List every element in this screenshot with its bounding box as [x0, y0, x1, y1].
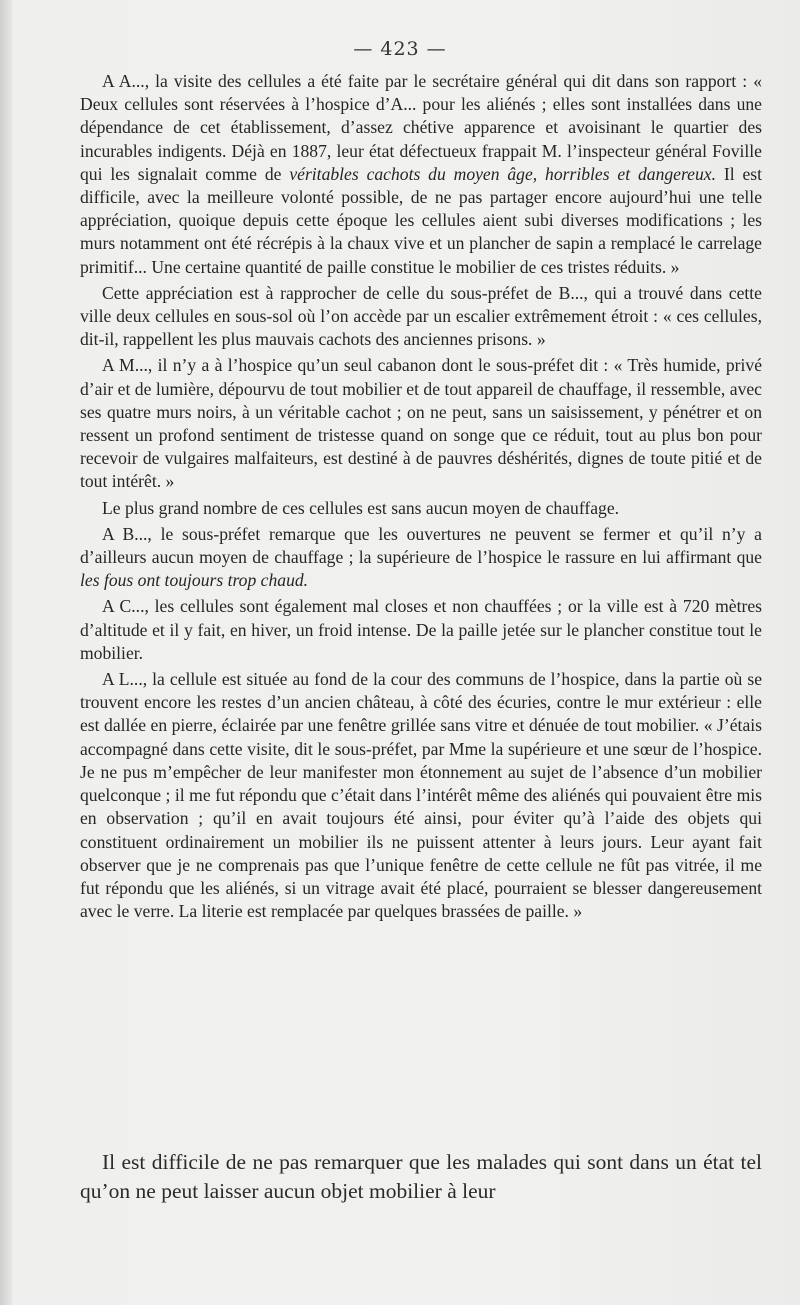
paragraph	[80, 70, 762, 279]
paragraph	[80, 595, 762, 665]
italic-quote: véritables cachots du moyen âge, horribles et dangereux.	[289, 163, 716, 184]
closing-text: Il est difficile de ne pas remarquer que les malades qui sont dans un état tel qu’on ne peut laisser aucun objet mobilier à leur	[80, 1150, 762, 1203]
page-number: — 423 —	[353, 38, 447, 60]
paragraph	[80, 354, 762, 493]
text-segment: A B..., le sous-préfet remarque que les ouvertures ne peuvent se fermer et qu’il n’y a d’ailleurs aucun moyen de chauffage ; la supérieure de l’hospice le rassure en lui affirmant que	[80, 523, 762, 568]
text-segment: Il est difficile, avec la meilleure volonté possible, de ne pas partager encore aujourd’hui une telle appréciation, quoique depuis cette époque les cellules aient subi diverses modifications ; les murs notamment ont été récrépis à la chaux vive et un plancher de sapin a remplacé le carrelage primitif... Une certaine quantité de paille constitue le mobilier de ces tristes réduits. »	[80, 163, 762, 277]
italic-quote: les fous ont toujours trop chaud.	[80, 570, 309, 591]
text-segment: A C..., les cellules sont également mal closes et non chauffées ; or la ville est à 720 mètres d’altitude et il y fait, en hiver, un froid intense. De la paille jetée sur le plancher constitue tout le mobilier.	[80, 596, 762, 663]
page-edge-shadow	[0, 0, 12, 1305]
closing-paragraph	[80, 1148, 762, 1206]
paragraph	[80, 282, 762, 352]
paragraph	[80, 497, 762, 520]
text-segment: Le plus grand nombre de ces cellules est sans aucun moyen de chauffage.	[102, 497, 620, 518]
text-segment: Cette appréciation est à rapprocher de celle du sous-préfet de B..., qui a trouvé dans cette ville deux cellules en sous-sol où l’on accède par un escalier extrêmement étroit : « ces cellules, dit-il, rappellent les plus mauvais cachots des anciennes prisons. »	[80, 282, 762, 350]
paragraph	[80, 668, 762, 923]
paragraph	[80, 523, 762, 593]
text-segment: A L..., la cellule est située au fond de la cour des communs de l’hospice, dans la partie où se trouvent encore les restes d’un ancien château, à côté des écuries, contre le mur extérieur : elle est dallée en pierre, éclairée par une fenêtre grillée sans vitre et dénuée de tout mobilier. « J’étais accompagné dans cette visite, dit le sous-préfet, par Mme la supérieure et une sœur de l’hospice. Je ne pus m’empêcher de leur manifester mon étonnement au sujet de l’absence d’un mobilier quelconque ; il me fut répondu que c’était dans l’intérêt même des aliénés qui pouvaient être mis en observation ; qu’il en avait toujours été ainsi, pour éviter qu’à l’aide des objets qui constituent ordinairement un mobilier ils ne puissent attenter à leurs jours. Leur ayant fait observer que je ne comprenais pas que l’unique fenêtre de cette cellule ne fût pas vitrée, il me fut répondu que les aliénés, si un vitrage avait été placé, pourraient se blesser dangereusement avec le verre. La literie est remplacée par quelques brassées de paille. »	[80, 669, 762, 922]
text-segment: A A..., la visite des cellules a été faite par le secrétaire général qui dit dans son rapport : « Deux cellules sont réservées à l’hospice d’A... pour les aliénés ; elles sont installées dans une dépendance de cet établissement, d’assez chétive apparence et avoisinant le quartier des incurables indigents. Déjà en 1887, leur état défectueux frappait M. l’inspecteur général Foville qui les signalait comme de	[80, 71, 762, 184]
body-text	[80, 70, 762, 926]
text-segment: A M..., il n’y a à l’hospice qu’un seul cabanon dont le sous-préfet dit : « Très humide, privé d’air et de lumière, dépourvu de tout mobilier et de tout appareil de chauffage, il ressemble, avec ses quatre murs noirs, à un véritable cachot ; on ne peut, sans un saisissement, y pénétrer et on ressent un profond sentiment de tristesse quand on songe que ce réduit, tout au plus bon pour recevoir de vulgaires malfaiteurs, est destiné à de pauvres déshérités, dignes de toute pitié et de tout intérêt. »	[80, 355, 762, 492]
